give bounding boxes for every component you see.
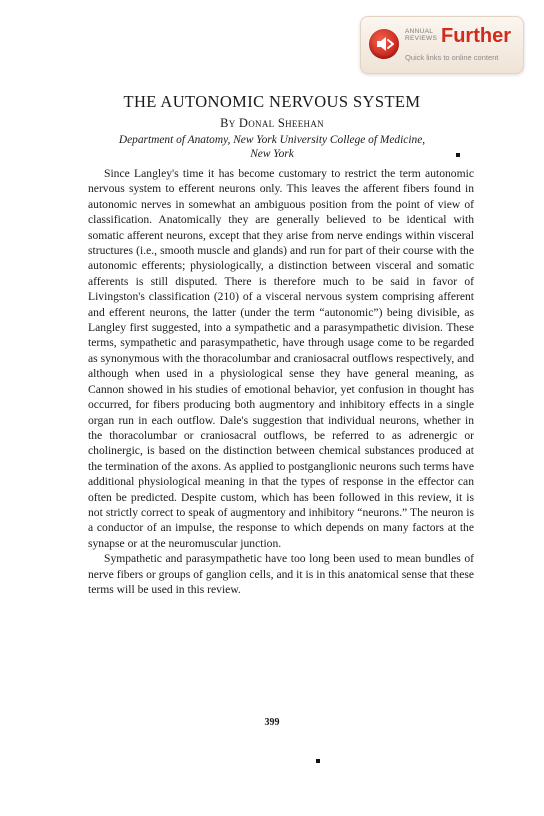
author-affiliation [0,133,544,161]
badge-word: Further [441,25,511,47]
affiliation-line-2: New York [250,148,294,160]
page-marker-top [456,153,460,157]
article-body [88,166,474,597]
badge-brand-bottom: REVIEWS [405,35,438,42]
badge-brand-top: ANNUAL [405,28,434,35]
further-badge[interactable] [360,16,524,74]
speaker-arrow-icon [369,29,399,59]
page-number: 399 [264,717,280,728]
badge-subtitle: Quick links to online content [405,53,499,62]
body-paragraph-1: Since Langley's time it has become customary to restrict the term autonomic nervous system to efferent neurons only. This leaves the afferent fibers found in autonomic nerves in somewhat an ambiguous position from the point of view of classification. Anatomically they are generally believed to be identical with somatic afferent neurons, except that they arise from nerve endings within visceral structures (i.e., smooth muscle and glands) and run for part of their course with the autonomic efferents; physiologically, a distinction between visceral and somatic afferents is still disputed. There is therefore much to be said in favor of Livingston's classification (210) of a visceral nervous system comprising afferent and efferent neurons, the latter (under the term “autonomic”) being divisible, as Langley first suggested, into a sympathetic and a parasympathetic division. These terms, sympathetic and parasympathetic, have through usage come to be regarded as synonymous with the thoracolumbar and craniosacral outflows respectively, and although when used in a physiological sense they have general meaning, as Cannon showed in his studies of emotional behavior, yet confusion in thought has occurred, for fibers producing both augmentory and inhibitory effects in a single organ run in each outflow. Dale's suggestion that individual neurons, whether in the thoracolumbar or craniosacral outflows, be referred to as adrenergic or cholinergic, is based on the distinction between chemical substances produced at the termination of the axons. As applied to postganglionic neurons such terms have additional physiological meaning in that the types of response in the effector can often be predicted. Despite custom, which has been followed in this review, it is not strictly correct to speak of augmentory and inhibitory “neurons.” The neuron is a conductor of an impulse, the response to which depends on many factors at the synapse or at the neuromuscular junction. [88,167,474,550]
article-title: THE AUTONOMIC NERVOUS SYSTEM [123,92,421,111]
affiliation-line-1: Department of Anatomy, New York University College of Medicine, [118,134,426,146]
badge-brand [405,28,437,42]
author-byline: By Donal Sheehan [220,116,324,130]
body-paragraph-2: Sympathetic and parasympathetic have too long been used to mean bundles of nerve fibers or groups of ganglion cells, and it is in this anatomical sense that these terms will be used in this review. [88,552,474,596]
page-marker-bottom [316,759,320,763]
